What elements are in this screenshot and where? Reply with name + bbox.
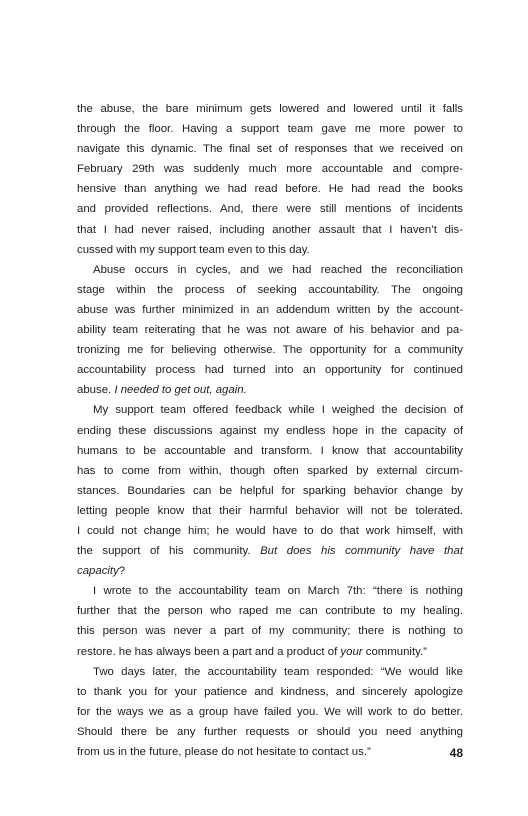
- paragraph: [77, 662, 463, 762]
- body-text: [77, 99, 463, 762]
- text-run: for the ways we as a group have failed you. We will work to do better.: [77, 705, 463, 718]
- text-run: community.”: [362, 645, 427, 658]
- italic-text: But does his community have that: [260, 545, 463, 558]
- text-line: [77, 702, 463, 722]
- text-line: [77, 400, 463, 420]
- text-run: through the floor. Having a support team gave me more power to: [77, 123, 463, 136]
- text-line: [77, 621, 463, 641]
- text-run: accountability process had turned into an opportunity for continued: [77, 364, 463, 377]
- text-line: [77, 139, 463, 159]
- text-line: [77, 260, 463, 280]
- text-run: I could not change him; he would have to do that work himself, with: [77, 524, 463, 537]
- text-line: [77, 159, 463, 179]
- text-run: stances. Boundaries can be helpful for sparking behavior change by: [77, 484, 463, 497]
- text-line: [77, 421, 463, 441]
- text-run: cussed with my support team even to this day.: [77, 243, 310, 256]
- text-line: [77, 662, 463, 682]
- text-line: [77, 179, 463, 199]
- text-run: stage within the process of seeking accountability. The ongoing: [77, 283, 463, 296]
- italic-text: I needed to get out, again.: [114, 384, 247, 397]
- text-line: [77, 340, 463, 360]
- text-line: [77, 360, 463, 380]
- text-line: [77, 441, 463, 461]
- text-line: [77, 521, 463, 541]
- text-run: ?: [118, 565, 126, 578]
- text-run: Two days later, the accountability team responded: “We would like: [93, 665, 463, 678]
- text-line: [77, 380, 463, 400]
- text-line: [77, 561, 463, 581]
- text-line: [77, 461, 463, 481]
- text-run: Should there be any further requests or should you need anything: [77, 725, 463, 738]
- text-run: Abuse occurs in cycles, and we had reached the reconciliation: [93, 263, 463, 276]
- text-line: [77, 220, 463, 240]
- text-run: that I had never raised, including another assault that I haven’t dis-: [77, 223, 463, 236]
- italic-text: capacity: [77, 565, 119, 578]
- text-run: letting people know that their harmful behavior will not be tolerated.: [77, 504, 463, 517]
- text-run: from us in the future, please do not hesitate to contact us.”: [77, 746, 371, 758]
- text-line: [77, 742, 463, 762]
- text-run: the support of his community.: [77, 545, 261, 558]
- text-line: [77, 601, 463, 621]
- text-run: abuse.: [77, 384, 115, 397]
- text-run: I wrote to the accountability team on March 7th: “there is nothing: [93, 585, 463, 598]
- text-run: and provided reflections. And, there were still mentions of incidents: [77, 203, 463, 216]
- text-line: [77, 199, 463, 219]
- text-run: restore. he has always been a part and a product of: [77, 645, 341, 658]
- text-line: [77, 300, 463, 320]
- text-line: [77, 240, 463, 260]
- text-run: has to come from within, though often sparked by external circum-: [77, 464, 463, 477]
- text-line: [77, 119, 463, 139]
- text-run: My support team offered feedback while I weighed the decision of: [93, 404, 463, 417]
- text-line: [77, 541, 463, 561]
- text-line: [77, 722, 463, 742]
- paragraph: [77, 400, 463, 581]
- text-run: hensive than anything we had read before. He had read the books: [77, 183, 463, 196]
- text-run: the abuse, the bare minimum gets lowered and lowered until it falls: [77, 103, 463, 115]
- text-line: [77, 99, 463, 119]
- text-run: ability team reiterating that he was not aware of his behavior and pa-: [77, 324, 463, 337]
- text-line: [77, 682, 463, 702]
- text-run: navigate this dynamic. The final set of responses that we received on: [77, 143, 463, 156]
- text-line: [77, 642, 463, 662]
- text-line: [77, 320, 463, 340]
- text-run: further that the person who raped me can contribute to my healing.: [77, 605, 463, 618]
- text-run: February 29th was suddenly much more accountable and compre-: [77, 163, 463, 176]
- text-line: [77, 501, 463, 521]
- paragraph: [77, 99, 463, 260]
- text-run: abuse was further minimized in an addendum written by the account-: [77, 303, 463, 316]
- italic-text: your: [340, 645, 363, 658]
- text-run: this person was never a part of my community; there is nothing to: [77, 625, 463, 638]
- paragraph: [77, 581, 463, 661]
- text-run: ending these discussions against my endless hope in the capacity of: [77, 424, 463, 437]
- text-line: [77, 280, 463, 300]
- text-line: [77, 481, 463, 501]
- paragraph: [77, 260, 463, 401]
- text-line: [77, 581, 463, 601]
- text-run: humans to be accountable and transform. I know that accountability: [77, 444, 463, 457]
- page-number: 48: [449, 746, 463, 760]
- text-run: tronizing me for believing otherwise. The opportunity for a community: [77, 344, 463, 357]
- text-run: to thank you for your patience and kindness, and sincerely apologize: [77, 685, 463, 698]
